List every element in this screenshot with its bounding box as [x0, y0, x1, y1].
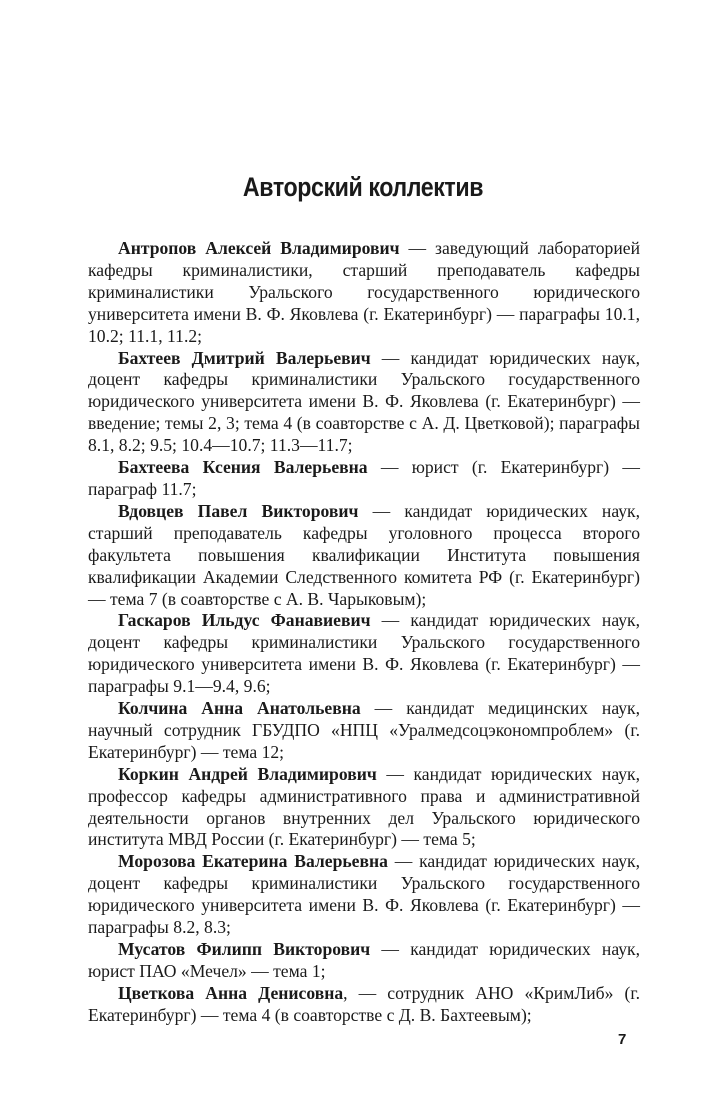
author-name: Бахтеев Дмитрий Валерьевич: [118, 347, 371, 368]
author-description: — кандидат юридических наук, доцент кафедры криминалистики Уральского государственного юридического университета имени В. Ф. Яковлева (г. Екатеринбург) — параграфы 8.2, 8.3;: [88, 851, 640, 938]
author-entry: [88, 610, 640, 698]
author-entry: [88, 698, 640, 764]
author-description: , — сотрудник АНО «КримЛиб» (г. Екатеринбург) — тема 4 (в соавторстве с Д. В. Бахтеевым);: [88, 982, 640, 1025]
author-name: Гаскаров Ильдус Фанавиевич: [118, 610, 371, 631]
author-description: — юрист (г. Екатеринбург) — параграф 11.7;: [88, 457, 640, 499]
author-description: — кандидат юридических наук, юрист ПАО «Мечел» — тема 1;: [88, 939, 640, 981]
author-entry: [88, 238, 640, 348]
author-name: Коркин Андрей Владимирович: [118, 763, 377, 784]
author-entry: [88, 457, 640, 501]
page-title: Авторский коллектив: [242, 172, 484, 202]
page-number: 7: [618, 1031, 627, 1048]
author-list: [88, 238, 640, 1027]
author-name: Вдовцев Павел Викторович: [118, 500, 359, 521]
author-name: Цветкова Анна Денисовна: [118, 982, 344, 1003]
author-entry: [88, 983, 640, 1027]
author-entry: [88, 764, 640, 852]
author-entry: [88, 939, 640, 983]
author-entry: [88, 348, 640, 458]
author-name: Колчина Анна Анатольевна: [118, 698, 361, 719]
author-description: — кандидат юридических наук, доцент кафедры криминалистики Уральского государственного юридического университета имени В. Ф. Яковлева (г. Екатеринбург) — введение; темы 2, 3; тема 4 (в соавторстве с А. Д. Цветковой); параграфы 8.1, 8.2; 9.5; 10.4—10.7; 11.3—11.7;: [88, 347, 640, 456]
author-entry: [88, 851, 640, 939]
author-description: — кандидат юридических наук, профессор кафедры административного права и административной деятельности органов внутренних дел Уральского юридического института МВД России (г. Екатеринбург) — тема 5;: [88, 763, 640, 850]
author-name: Морозова Екатерина Валерьевна: [118, 851, 388, 872]
author-description: — кандидат юридических наук, доцент кафедры криминалистики Уральского государственного юридического университета имени В. Ф. Яковлева (г. Екатеринбург) — параграфы 9.1—9.4, 9.6;: [88, 610, 640, 697]
author-name: Бахтеева Ксения Валерьевна: [118, 457, 368, 478]
author-entry: [88, 501, 640, 611]
author-description: — кандидат юридических наук, старший преподаватель кафедры уголовного процесса второго факультета повышения квалификации Института повышения квалификации Академии Следственного комитета РФ (г. Екатеринбург) — тема 7 (в соавторстве с А. В. Чарыковым);: [88, 500, 640, 609]
author-description: — заведующий лабораторией кафедры криминалистики, старший преподаватель кафедры криминалистики Уральского государственного юридического университета имени В. Ф. Яковлева (г. Екатеринбург) — параграфы 10.1, 10.2; 11.1, 11.2;: [88, 238, 640, 346]
author-description: — кандидат медицинских наук, научный сотрудник ГБУДПО «НПЦ «Уралмедсоцэкономпроблем» (г. Екатеринбург) — тема 12;: [88, 698, 640, 762]
author-name: Антропов Алексей Владимирович: [118, 238, 400, 258]
author-name: Мусатов Филипп Викторович: [118, 939, 371, 959]
